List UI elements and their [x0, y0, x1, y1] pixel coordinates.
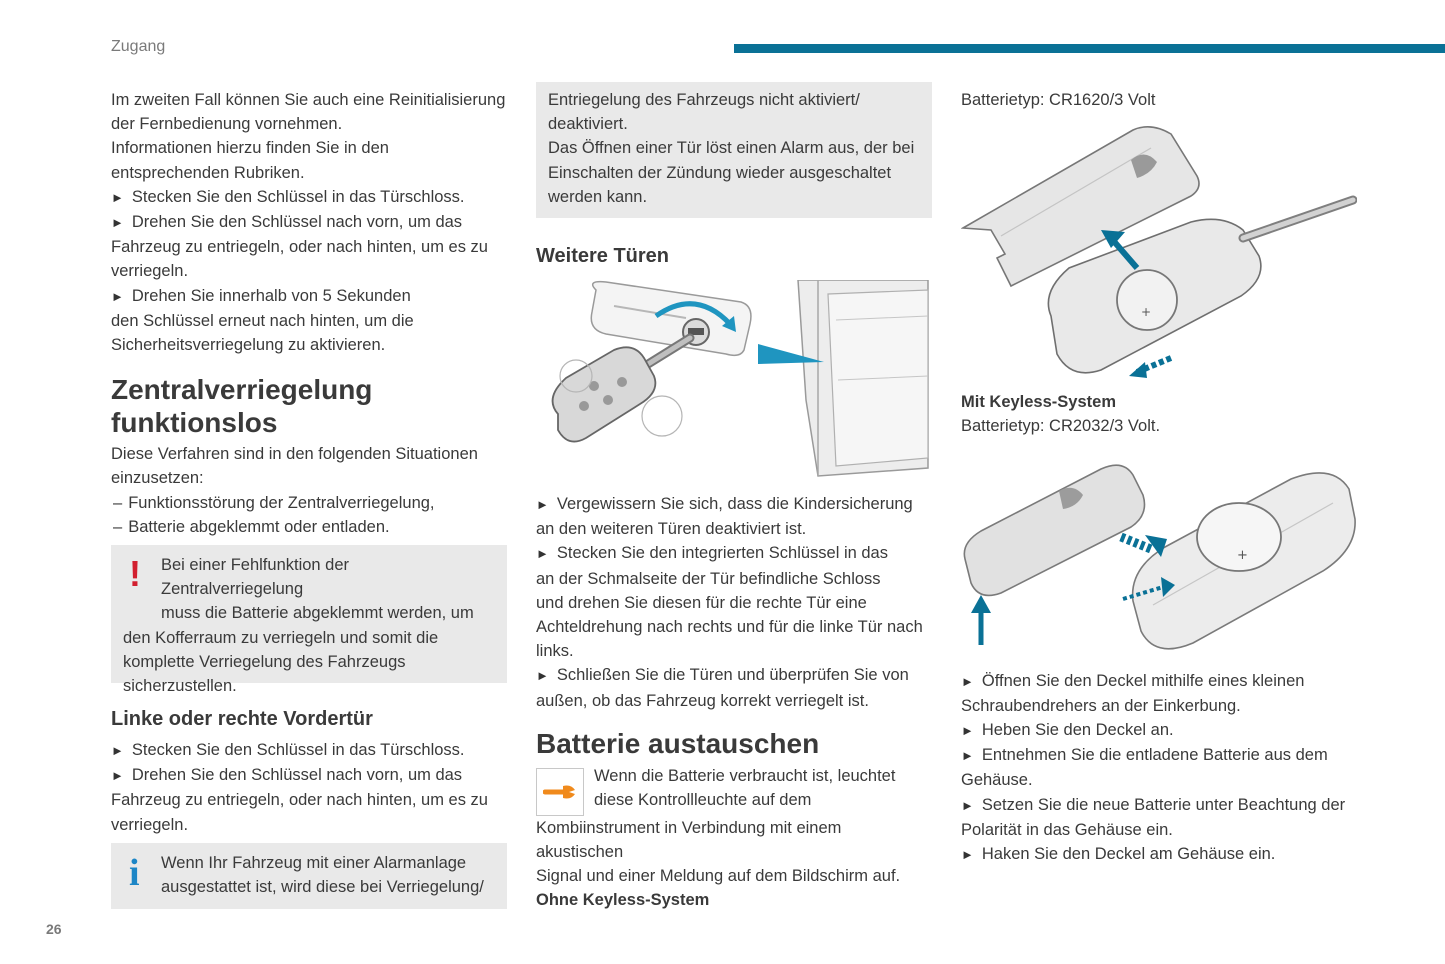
info-icon: i	[129, 851, 140, 894]
text-line: Entriegelung des Fahrzeugs nicht aktiviert/	[548, 91, 860, 109]
step-item: ► Vergewissern Sie sich, dass die Kindersicherung	[536, 492, 932, 517]
info-box-continued	[536, 82, 932, 218]
heading-vordertuer: Linke oder rechte Vordertür	[111, 708, 373, 731]
bullet-arrow-icon: ►	[111, 189, 124, 205]
door-lock-illustration	[536, 280, 932, 480]
step-item: ► Drehen Sie den Schlüssel nach vorn, um das	[111, 763, 507, 788]
warning-exclamation-icon: !	[129, 553, 141, 595]
bullet-arrow-icon: ►	[536, 546, 549, 562]
text-line: an den weiteren Türen deaktiviert ist.	[536, 520, 807, 539]
text-line: Gehäuse.	[961, 771, 1033, 790]
key-battery-illustration-1	[961, 118, 1357, 380]
warning-box	[111, 545, 507, 696]
column-left	[111, 82, 507, 909]
svg-text:+: +	[1141, 305, 1152, 320]
text-line: Signal und einer Meldung auf dem Bildschirm auf.	[536, 867, 901, 886]
text-line: Kombiinstrument in Verbindung mit einem akustischen	[536, 818, 842, 862]
step-item: ► Stecken Sie den Schlüssel in das Türschloss.	[111, 738, 507, 763]
text-line: der Fernbedienung vornehmen.	[111, 115, 343, 134]
text-line: Polarität in das Gehäuse ein.	[961, 820, 1173, 839]
step-item: ► Stecken Sie den Schlüssel in das Türschloss.	[111, 185, 507, 210]
bullet-arrow-icon: ►	[111, 743, 124, 759]
battery-type-2: Batterietyp: CR2032/3 Volt.	[961, 417, 1161, 436]
text-line: links.	[536, 642, 574, 661]
text-line: an der Schmalseite der Tür befindliche Schloss	[536, 569, 881, 588]
text-line: Informationen hierzu finden Sie in den	[111, 139, 389, 158]
text-line: verriegeln.	[111, 262, 189, 281]
warning-lamp-box	[536, 768, 584, 816]
key-battery-illustration-2	[961, 459, 1357, 659]
heading-zentralverriegelung: Zentralverriegelung funktionslos	[111, 374, 373, 439]
bullet-arrow-icon: ►	[961, 673, 974, 689]
bullet-arrow-icon: ►	[111, 215, 124, 231]
bullet-arrow-icon: ►	[961, 797, 974, 813]
text-line: Wenn Ihr Fahrzeug mit einer Alarmanlage	[161, 853, 467, 872]
header-accent-bar	[734, 44, 1445, 53]
text-line: werden kann.	[548, 187, 648, 206]
text-line: Schraubendrehers an der Einkerbung.	[961, 696, 1241, 715]
info-box	[111, 843, 507, 909]
bullet-arrow-icon: ►	[536, 497, 549, 512]
text-line: deaktiviert.	[548, 115, 628, 134]
heading-weitere-tueren: Weitere Türen	[536, 245, 669, 267]
column-middle	[536, 82, 932, 913]
bullet-arrow-icon: ►	[111, 288, 124, 304]
battery-warning-paragraph	[536, 764, 932, 889]
text-line: muss die Batterie abgeklemmt werden, um	[161, 604, 474, 623]
text-line: sicherzustellen.	[123, 677, 237, 696]
step-item: ► Drehen Sie innerhalb von 5 Sekunden	[111, 284, 507, 309]
dash-item: – Batterie abgeklemmt oder entladen.	[113, 517, 390, 536]
text-line: Achteldrehung nach rechts und für die linke Tür nach	[536, 618, 923, 637]
text-line: den Schlüssel erneut nach hinten, um die	[111, 311, 414, 330]
step-item: ► Setzen Sie die neue Batterie unter Beachtung der	[961, 793, 1357, 818]
step-item: ► Haken Sie den Deckel am Gehäuse ein.	[961, 842, 1357, 867]
text-line: Einschalten der Zündung wieder ausgeschaltet	[548, 163, 892, 182]
text-line: komplette Verriegelung des Fahrzeugs	[123, 652, 406, 671]
text-line: Das Öffnen einer Tür löst einen Alarm aus, der bei	[548, 139, 915, 158]
column-right	[961, 82, 1357, 867]
step-item: ► Stecken Sie den integrierten Schlüssel in das	[536, 541, 932, 566]
step-item: ► Öffnen Sie den Deckel mithilfe eines kleinen	[961, 669, 1357, 694]
text-line: Fahrzeug zu entriegeln, oder nach hinten, um es zu	[111, 791, 488, 810]
bullet-arrow-icon: ►	[961, 748, 974, 764]
step-item: ► Drehen Sie den Schlüssel nach vorn, um das	[111, 210, 507, 235]
wrench-icon	[543, 782, 577, 802]
text-line: Fahrzeug zu entriegeln, oder nach hinten, um es zu	[111, 238, 488, 257]
text-line: außen, ob das Fahrzeug korrekt verriegelt ist.	[536, 691, 869, 710]
step-list-1	[111, 185, 507, 357]
header-section-title: Zugang	[111, 38, 166, 55]
text-line: den Kofferraum zu verriegeln und somit die	[123, 628, 439, 647]
svg-text:+: +	[1237, 547, 1248, 563]
bullet-arrow-icon: ►	[111, 768, 124, 784]
step-item: ► Schließen Sie die Türen und überprüfen Sie von	[536, 663, 932, 688]
text-line: Diese Verfahren sind in den folgenden Situationen	[111, 445, 478, 464]
text-line: verriegeln.	[111, 815, 189, 834]
step-item: ► Heben Sie den Deckel an.	[961, 718, 1357, 743]
text-line: entsprechenden Rubriken.	[111, 163, 305, 182]
text-line: und drehen Sie diesen für die rechte Tür eine	[536, 593, 867, 612]
keyless-label: Mit Keyless-System	[961, 393, 1116, 412]
text-line: diese Kontrollleuchte auf dem	[594, 791, 812, 810]
text-line: Bei einer Fehlfunktion der Zentralverriegelung	[161, 556, 350, 599]
bullet-arrow-icon: ►	[961, 847, 974, 863]
text-line: Im zweiten Fall können Sie auch eine Reinitialisierung	[111, 91, 506, 109]
text-line: einzusetzen:	[111, 469, 204, 488]
intro-paragraph	[111, 88, 507, 185]
dash-item: – Funktionsstörung der Zentralverriegelung,	[113, 493, 435, 512]
step-item: ► Entnehmen Sie die entladene Batterie aus dem	[961, 743, 1357, 768]
battery-type-1: Batterietyp: CR1620/3 Volt	[961, 91, 1156, 109]
text-line: ausgestattet ist, wird diese bei Verriegelung/	[161, 878, 484, 897]
page-number: 26	[46, 921, 62, 937]
text-line: Wenn die Batterie verbraucht ist, leuchtet	[594, 766, 896, 785]
subheading-ohne-keyless: Ohne Keyless-System	[536, 891, 710, 910]
bullet-arrow-icon: ►	[961, 723, 974, 739]
bullet-arrow-icon: ►	[536, 668, 549, 684]
text-line: Sicherheitsverriegelung zu aktivieren.	[111, 336, 386, 355]
heading-batterie-austauschen: Batterie austauschen	[536, 727, 820, 759]
